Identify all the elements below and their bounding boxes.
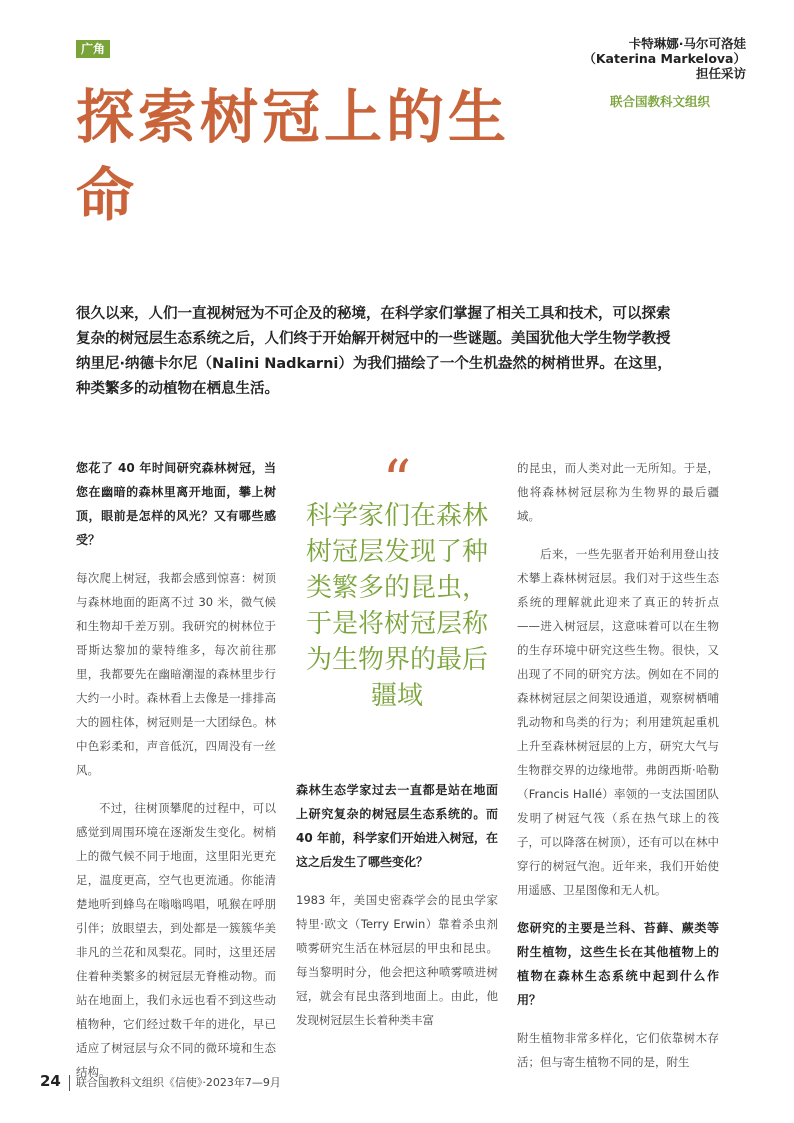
paragraph-3: 1983 年，美国史密森学会的昆虫学家特里·欧文（Terry Erwin）靠着杀虫剂喷雾研究生活在林冠层的甲虫和昆虫。每当黎明时分，他会把这种喷雾喷进树冠，就会有昆虫落到地面上。由此，他发现树冠层生长着种类丰富 xyxy=(296,893,498,1027)
question-2: 森林生态学家过去一直都是站在地面上研究复杂的树冠层生态系统的。而 40 年前，科学家们开始进入树冠，在这之后发生了哪些变化？ xyxy=(296,783,498,869)
paragraph-6: 附生植物非常多样化，它们依靠树木存活；但与寄生植物不同的是，附生 xyxy=(517,1031,719,1069)
pull-quote-text: 科学家们在森林树冠层发现了种类繁多的昆虫，于是将树冠层称为生物界的最后疆域 xyxy=(305,501,488,711)
author-org: 联合国教科文组织 xyxy=(610,94,711,109)
column-2 xyxy=(296,778,498,1046)
page-footer xyxy=(40,1072,281,1091)
author-block xyxy=(546,36,746,81)
pull-quote xyxy=(302,449,492,714)
column-1 xyxy=(76,456,276,1098)
quote-mark-icon: “ xyxy=(382,449,412,514)
article-title: 探索树冠上的生命 xyxy=(76,83,511,229)
author-role: 担任采访 xyxy=(695,66,746,81)
question-1: 您花了 40 年时间研究森林树冠，当您在幽暗的森林里离开地面，攀上树顶，眼前是怎样的风光？又有哪些感受？ xyxy=(76,461,276,547)
paragraph-5: 后来，一些先驱者开始利用登山技术攀上森林树冠层。我们对于这些生态系统的理解就此迎来了真正的转折点——进入树冠层，这意味着可以在生物的生存环境中研究这些生物。很快，又出现了不同的研究方法。例如在不同的森林树冠层之间架设通道，观察树栖哺乳动物和鸟类的行为；利用建筑起重机上升至森林树冠层的上方，研究大气与生物群交界的边缘地带。弗朗西斯·哈勒（Francis Hallé）率领的一支法国团队发明了树冠气筏（系在热气球上的筏子，可以降落在树顶），还有可以在林中穿行的树冠气泡。近年来，我们开始使用遥感、卫星图像和无人机。 xyxy=(517,547,719,897)
section-tag: 广角 xyxy=(76,40,110,58)
author-name: 卡特琳娜·马尔可洛娃 xyxy=(628,36,746,51)
page-number: 24 xyxy=(40,1072,61,1090)
article-lead: 很久以来，人们一直视树冠为不可企及的秘境，在科学家们掌握了相关工具和技术，可以探索复杂的树冠层生态系统之后，人们终于开始解开树冠中的一些谜题。美国犹他大学生物学教授纳里尼·纳德卡尔尼（Nalini Nadkarni）为我们描绘了一个生机盎然的树梢世界。在这里，种类繁多的动植物在栖息生活。 xyxy=(76,306,672,397)
footer-publication: 联合国教科文组织《信使》·2023年7—9月 xyxy=(75,1076,281,1089)
paragraph-1: 每次爬上树冠，我都会感到惊喜：树顶与森林地面的距离不过 30 米，微气候和生物却千差万别。我研究的树林位于哥斯达黎加的蒙特维多，每次前往那里，我都要先在幽暗潮湿的森林里步行大约一小时。森林看上去像是一排排高大的圆柱体，树冠则是一大团绿色。林中色彩柔和，声音低沉，四周没有一丝风。 xyxy=(76,571,276,777)
question-3: 您研究的主要是兰科、苔藓、蕨类等附生植物，这些生长在其他植物上的植物在森林生态系统中起到什么作用？ xyxy=(517,921,719,1007)
footer-divider xyxy=(69,1075,70,1091)
column-3 xyxy=(517,456,719,1088)
author-name-en: （Katerina Markelova） xyxy=(583,51,746,66)
paragraph-4: 的昆虫，而人类对此一无所知。于是，他将森林树冠层称为生物界的最后疆域。 xyxy=(517,461,719,523)
paragraph-2: 不过，往树顶攀爬的过程中，可以感觉到周围环境在逐渐发生变化。树梢上的微气候不同于地面，这里阳光更充足，温度更高，空气也更流通。你能清楚地听到蜂鸟在嗡嗡鸣唱，吼猴在呼朋引伴；放眼望去，到处都是一簇簇华美非凡的兰花和凤梨花。同时，这里还居住着种类繁多的树冠层无脊椎动物。而站在地面上，我们永远也看不到这些动植物种，它们经过数千年的进化，早已适应了树冠层与众不同的微环境和生态结构。 xyxy=(76,801,276,1079)
